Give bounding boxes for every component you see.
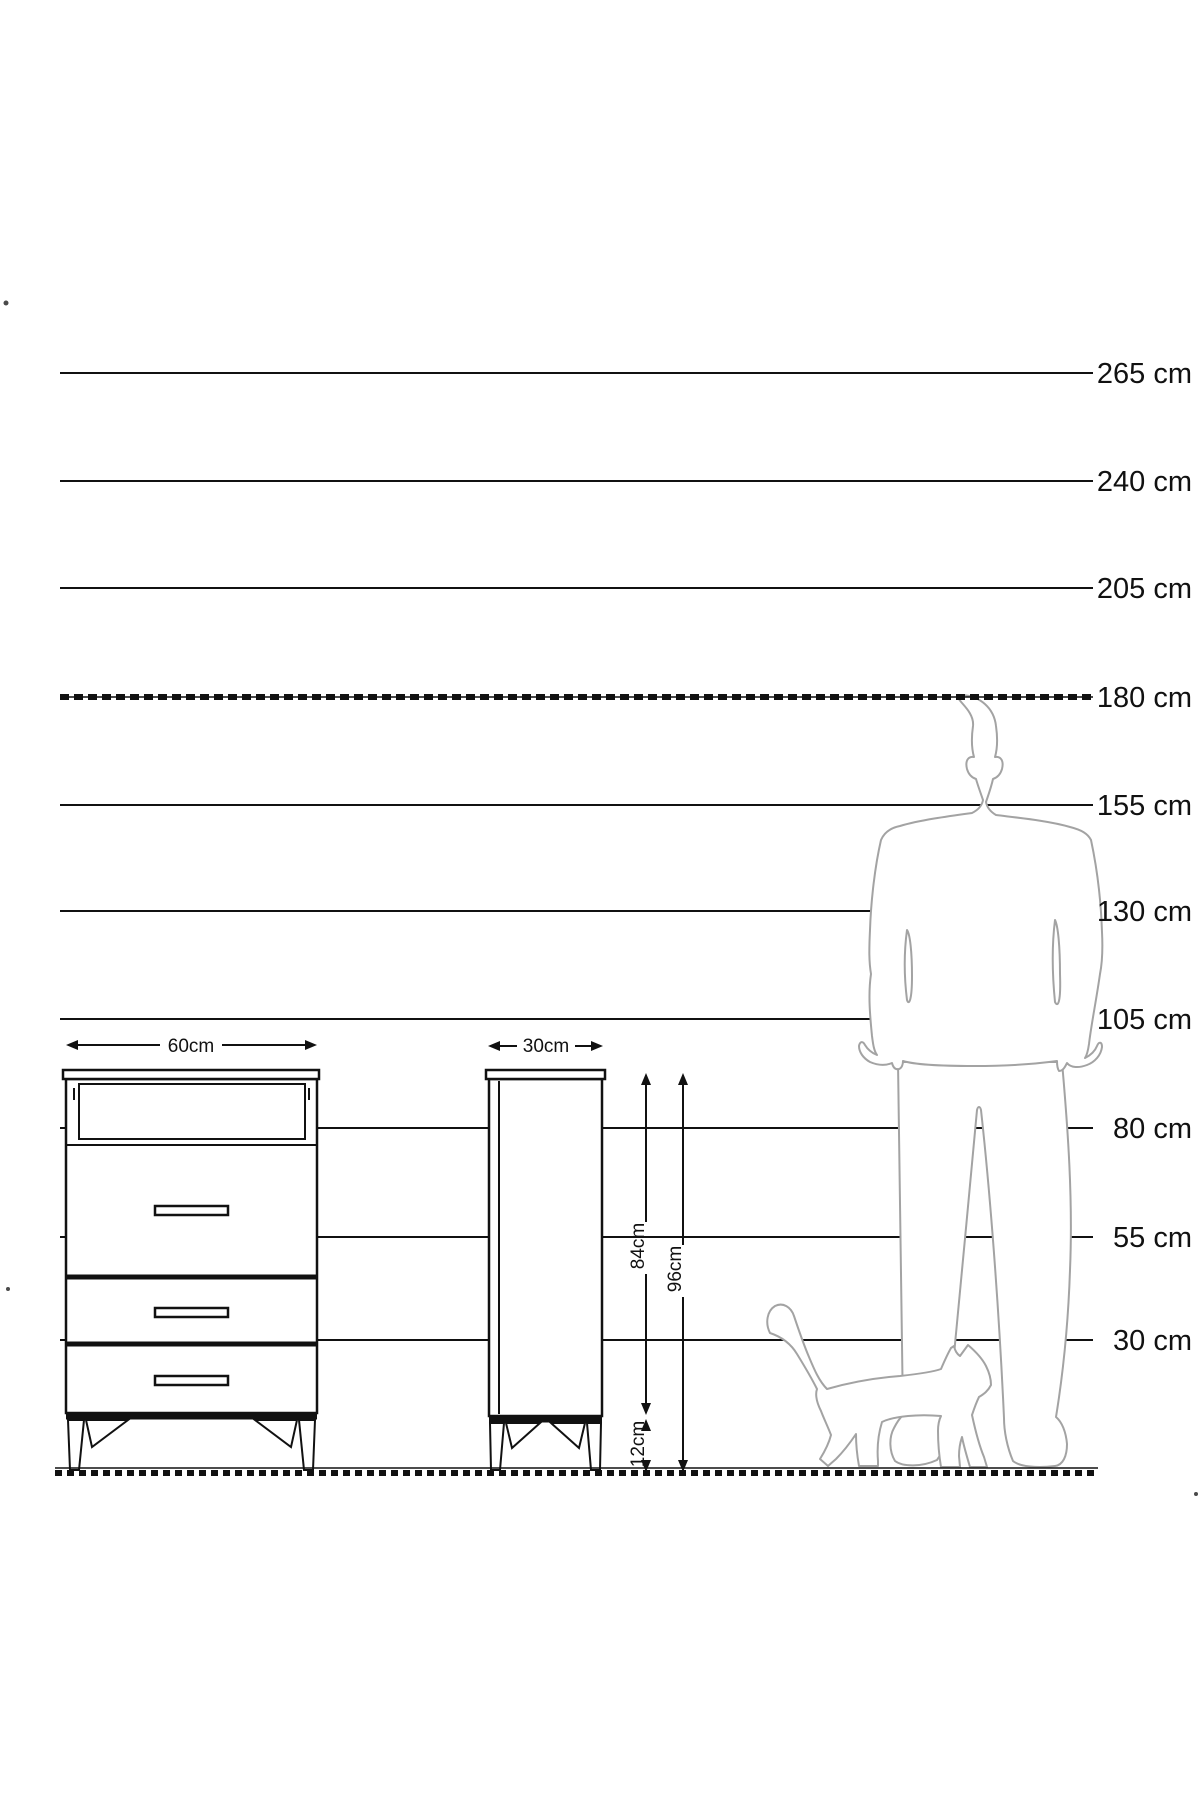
dresser-top-board: [63, 1070, 319, 1079]
dresser-width-label: 60cm: [167, 1036, 215, 1057]
cabinet-total-height-label: 96cm: [665, 1245, 686, 1293]
cabinet-leg-right-bracket: [551, 1423, 585, 1448]
man-torso: [859, 695, 1102, 1071]
height-scale-label-105cm: 105 cm: [1096, 1004, 1192, 1036]
height-scale-label-30cm: 30 cm: [1113, 1325, 1192, 1357]
cabinet-leg-right: [587, 1423, 601, 1470]
dresser-leg-left: [68, 1420, 84, 1470]
drawer-handle-1: [155, 1206, 228, 1215]
artifact-mark: [1194, 1492, 1198, 1496]
dimension-dresser-width: [66, 1036, 317, 1057]
artifact-mark: [4, 301, 9, 306]
arrow-left-icon: [488, 1041, 500, 1051]
cabinet-leg-height-label: 12cm: [628, 1420, 649, 1468]
man-arm-gap-right: [1053, 920, 1060, 1004]
dresser-leg-right-bracket: [255, 1420, 297, 1447]
height-scale-label-130cm: 130 cm: [1096, 896, 1192, 928]
height-scale-labels: [1097, 358, 1192, 1357]
cabinet-width-label: 30cm: [522, 1036, 570, 1057]
drawer-handle-2: [155, 1308, 228, 1317]
dimension-cabinet-leg-height: [628, 1419, 651, 1472]
arrow-down-icon: [641, 1403, 651, 1415]
artifact-mark: [6, 1287, 10, 1291]
arrow-right-icon: [591, 1041, 603, 1051]
cabinet-top-board: [486, 1070, 605, 1079]
height-scale-label-55cm: 55 cm: [1113, 1222, 1192, 1254]
dresser-body: [66, 1079, 317, 1413]
height-scale-label-265cm: 265 cm: [1096, 358, 1192, 390]
cat-silhouette: [767, 1305, 991, 1467]
man-silhouette: [859, 695, 1102, 1467]
cabinet-body-height-label: 84cm: [628, 1222, 649, 1270]
drawer-handle-3: [155, 1376, 228, 1385]
man-arm-gap-left: [905, 930, 912, 1002]
cabinet-body: [489, 1079, 602, 1416]
arrow-up-icon: [641, 1073, 651, 1085]
arrow-left-icon: [66, 1040, 78, 1050]
cabinet-leg-left: [490, 1423, 504, 1470]
arrow-right-icon: [305, 1040, 317, 1050]
dresser: [63, 1070, 319, 1470]
dimension-cabinet-width: [488, 1036, 603, 1057]
arrow-up-icon: [678, 1073, 688, 1085]
cabinet-leg-left-bracket: [506, 1423, 540, 1448]
height-scale-label-80cm: 80 cm: [1113, 1113, 1192, 1145]
height-scale-label-240cm: 240 cm: [1096, 466, 1192, 498]
dresser-leg-right: [299, 1420, 315, 1470]
height-scale-label-205cm: 205 cm: [1096, 573, 1192, 605]
ground-line: [55, 1468, 1098, 1473]
height-scale-label-180cm: 180 cm: [1096, 682, 1192, 714]
cabinet: [486, 1070, 605, 1470]
dresser-leg-left-bracket: [86, 1420, 128, 1447]
dimension-cabinet-total-height: [665, 1073, 688, 1472]
dimension-cabinet-body-height: [628, 1073, 651, 1415]
height-scale-label-155cm: 155 cm: [1096, 790, 1192, 822]
